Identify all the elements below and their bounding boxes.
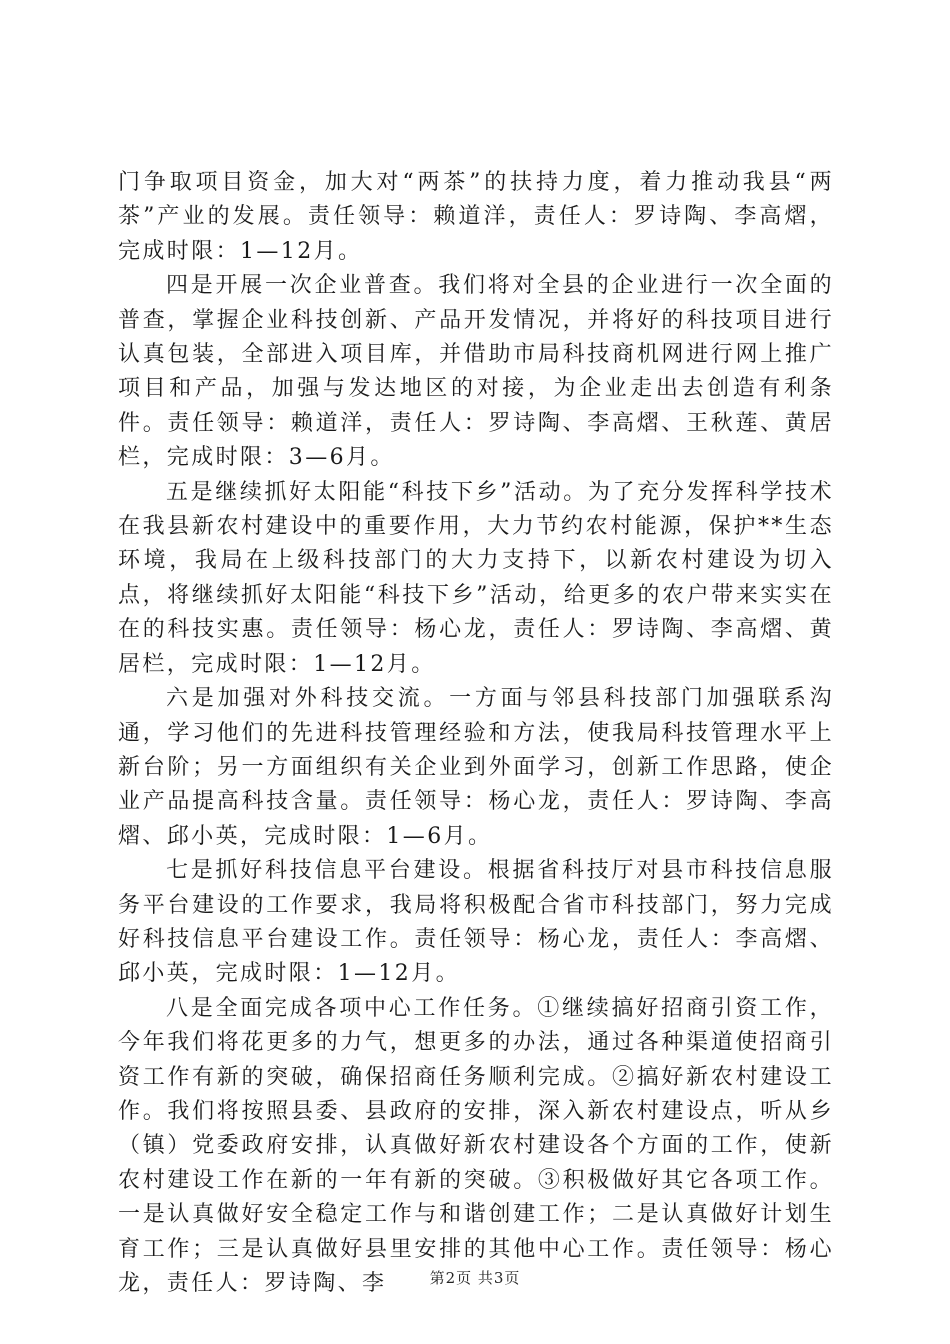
- paragraph-continued: 门争取项目资金，加大对“两茶”的扶持力度，着力推动我县“两茶”产业的发展。责任领导：赖道洋，责任人：罗诗陶、李高熠，完成时限：1—12月。: [118, 170, 834, 264]
- paragraph-item-7: 七是抓好科技信息平台建设。根据省科技厅对县市科技信息服务平台建设的工作要求，我局将积极配合省市科技部门，努力完成好科技信息平台建设工作。责任领导：杨心龙，责任人：李高熠、邱小英，完成时限：1—12月。: [118, 858, 834, 987]
- page-footer: 第2页 共3页: [429, 1269, 521, 1287]
- paragraph-item-4: 四是开展一次企业普查。我们将对全县的企业进行一次全面的普查，掌握企业科技创新、产品开发情况，并将好的科技项目进行认真包装，全部进入项目库，并借助市局科技商机网进行网上推广项目和产品，加强与发达地区的对接，为企业走出去创造有利条件。责任领导：赖道洋，责任人：罗诗陶、李高熠、王秋莲、黄居栏，完成时限：3—6月。: [118, 273, 834, 471]
- document-body: [118, 166, 834, 1301]
- paragraph-item-6: 六是加强对外科技交流。一方面与邻县科技部门加强联系沟通，学习他们的先进科技管理经验和方法，使我局科技管理水平上新台阶；另一方面组织有关企业到外面学习，创新工作思路，使企业产品提高科技含量。责任领导：杨心龙，责任人：罗诗陶、李高熠、邱小英，完成时限：1—6月。: [118, 686, 834, 849]
- paragraph-item-8: 八是全面完成各项中心工作任务。①继续搞好招商引资工作，今年我们将花更多的力气，想更多的办法，通过各种渠道使招商引资工作有新的突破，确保招商任务顺利完成。②搞好新农村建设工作。我们将按照县委、县政府的安排，深入新农村建设点，听从乡（镇）党委政府安排，认真做好新农村建设各个方面的工作，使新农村建设工作在新的一年有新的突破。③积极做好其它各项工作。一是认真做好安全稳定工作与和谐创建工作；二是认真做好计划生育工作；三是认真做好县里安排的其他中心工作。责任领导：杨心龙，责任人：罗诗陶、李: [118, 995, 834, 1296]
- paragraph-item-5: 五是继续抓好太阳能“科技下乡”活动。为了充分发挥科学技术在我县新农村建设中的重要作用，大力节约农村能源，保护**生态环境，我局在上级科技部门的大力支持下，以新农村建设为切入点，将继续抓好太阳能“科技下乡”活动，给更多的农户带来实实在在的科技实惠。责任领导：杨心龙，责任人：罗诗陶、李高熠、黄居栏，完成时限：1—12月。: [118, 479, 834, 677]
